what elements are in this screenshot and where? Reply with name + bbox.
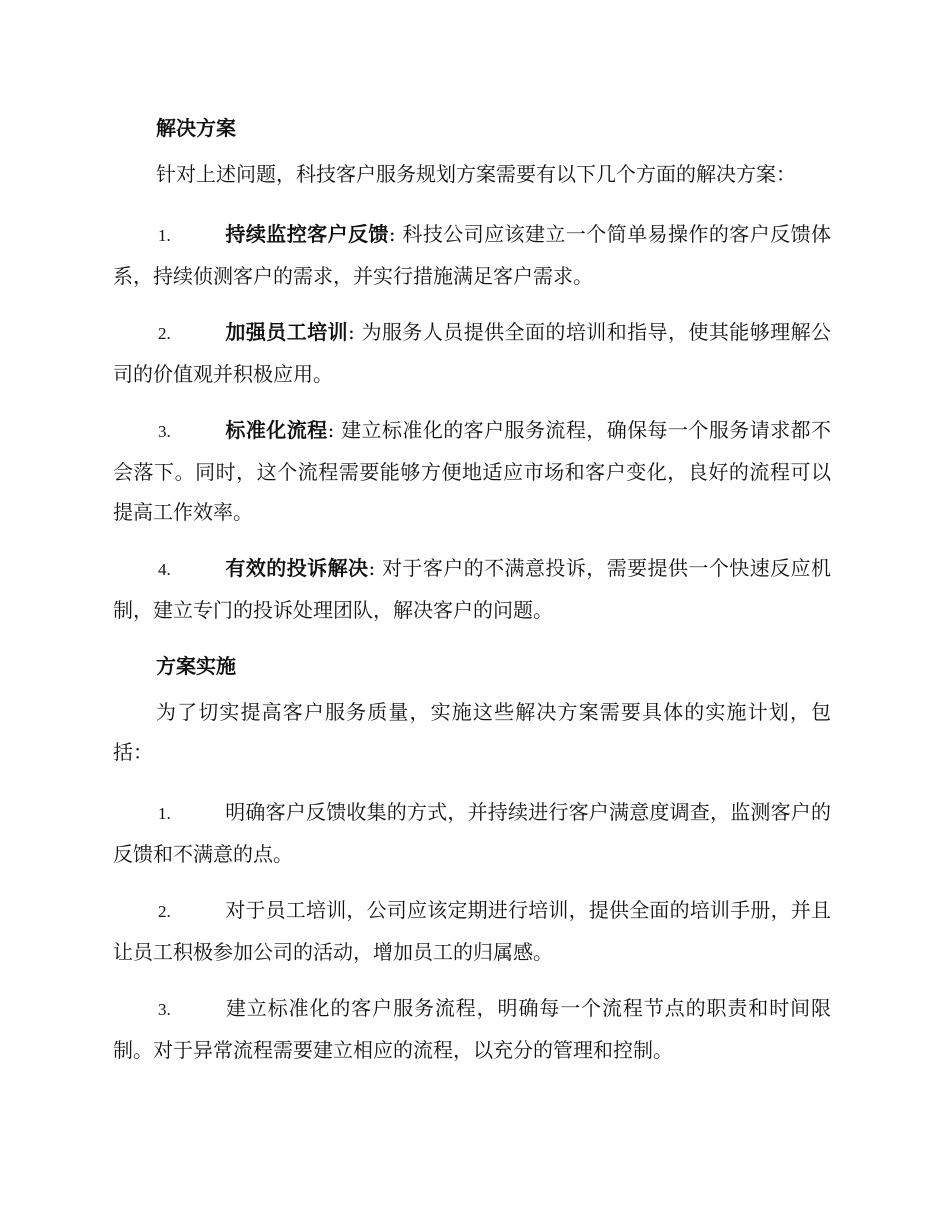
list-item-title: 有效的投诉解决 bbox=[225, 556, 369, 580]
list-item-text: : 对于客户的不满意投诉，需要提供一个快速反应机制，建立专门的投诉处理团队，解决客户的问题。 bbox=[113, 556, 831, 622]
section-heading-implementation: 方案实施 bbox=[156, 654, 236, 678]
list-number: 2. bbox=[158, 902, 171, 921]
list-item-text: : 为服务人员提供全面的培训和指导，使其能够理解公司的价值观并积极应用。 bbox=[113, 320, 831, 386]
list-number: 1. bbox=[158, 804, 171, 823]
list-item-text: 对于员工培训，公司应该定期进行培训，提供全面的培训手册，并且让员工积极参加公司的活动，增加员工的归属感。 bbox=[113, 898, 831, 964]
list-item-title: 持续监控客户反馈 bbox=[225, 222, 389, 246]
list-number: 2. bbox=[158, 324, 171, 343]
solutions-intro: 针对上述问题，科技客户服务规划方案需要有以下几个方面的解决方案： bbox=[156, 162, 796, 186]
list-item bbox=[113, 214, 831, 296]
list-item-title: 标准化流程 bbox=[225, 418, 328, 442]
list-item-title: 加强员工培训 bbox=[225, 320, 349, 344]
list-number: 3. bbox=[158, 1000, 171, 1019]
implementation-list bbox=[113, 792, 831, 1070]
list-item-text: : 科技公司应该建立一个简单易操作的客户反馈体系，持续侦测客户的需求，并实行措施满足客户需求。 bbox=[113, 222, 831, 288]
solutions-list bbox=[113, 214, 831, 630]
list-item bbox=[113, 890, 831, 972]
list-item bbox=[113, 988, 831, 1070]
section-heading-solutions: 解决方案 bbox=[156, 116, 236, 140]
list-item-text: 建立标准化的客户服务流程，明确每一个流程节点的职责和时间限制。对于异常流程需要建立相应的流程，以充分的管理和控制。 bbox=[113, 996, 831, 1062]
list-number: 3. bbox=[158, 422, 171, 441]
list-item bbox=[113, 312, 831, 394]
list-item bbox=[113, 410, 831, 532]
list-number: 1. bbox=[158, 226, 171, 245]
document-page bbox=[113, 108, 831, 1086]
list-item bbox=[113, 792, 831, 874]
list-item-text: 明确客户反馈收集的方式，并持续进行客户满意度调查，监测客户的反馈和不满意的点。 bbox=[113, 800, 831, 866]
implementation-intro: 为了切实提高客户服务质量，实施这些解决方案需要具体的实施计划，包括： bbox=[113, 700, 831, 764]
list-item bbox=[113, 548, 831, 630]
list-item-text: : 建立标准化的客户服务流程，确保每一个服务请求都不会落下。同时，这个流程需要能够方便地适应市场和客户变化，良好的流程可以提高工作效率。 bbox=[113, 418, 831, 524]
list-number: 4. bbox=[158, 560, 171, 579]
